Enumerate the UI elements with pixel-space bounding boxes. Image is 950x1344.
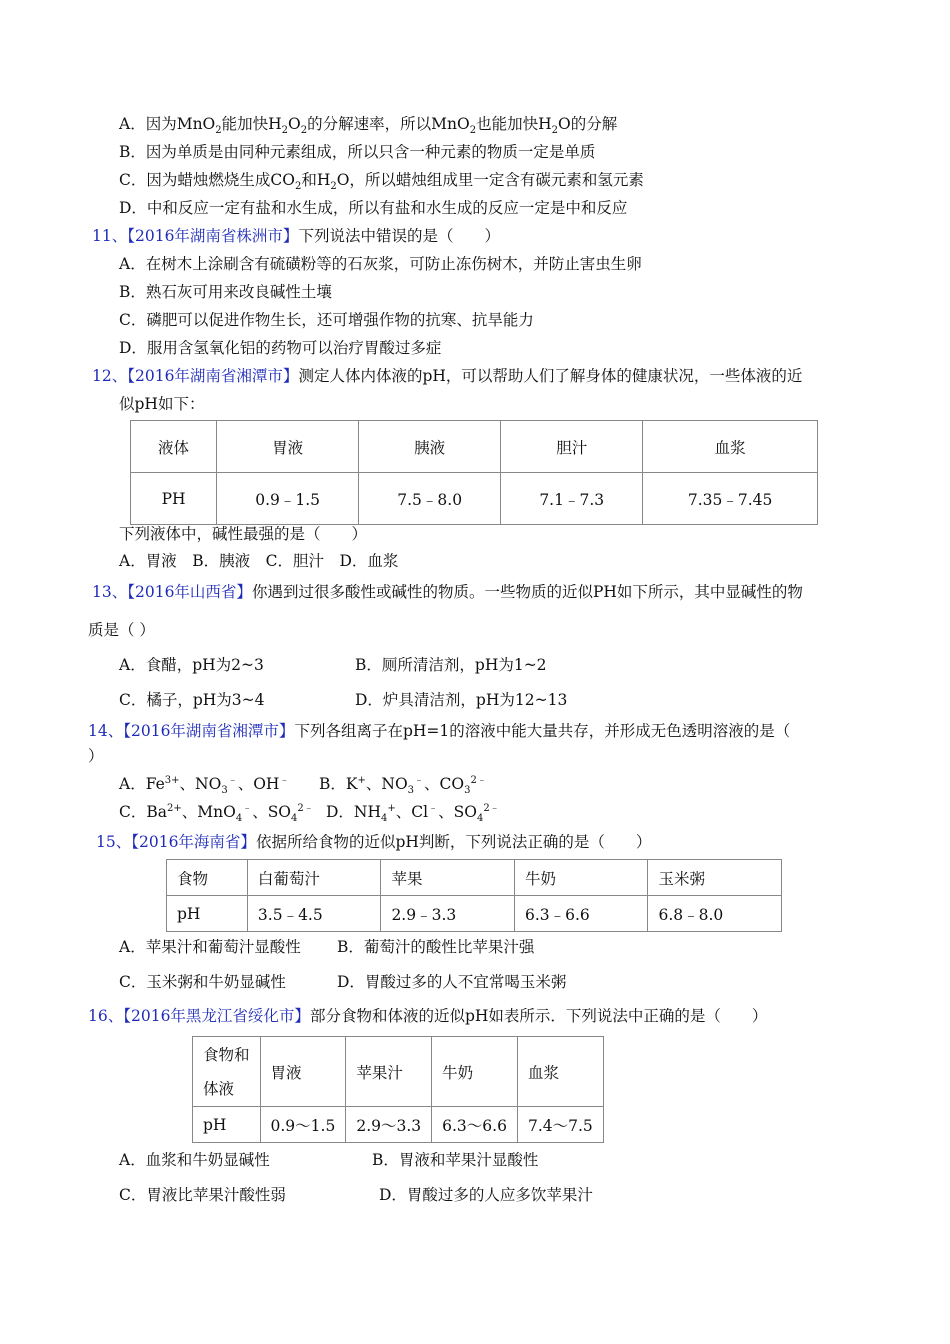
q13-option-a: A．食醋，pH为2~3 [119, 656, 264, 674]
q16-option-d: D．胃酸过多的人应多饮苹果汁 [379, 1186, 593, 1204]
table-row [131, 421, 818, 473]
q11-option-d: D．服用含氢氧化铝的药物可以治疗胃酸过多症 [119, 339, 442, 357]
q12-options: A．胃液 B．胰液 C．胆汁 D．血浆 [119, 552, 399, 570]
q14-option-d: D．$NH_4^+$、Cl﹣、$SO_4^{2﹣}$ [326, 802, 500, 825]
q12-stem: 12、【2016年湖南省湘潭市】测定人体内体液的pH，可以帮助人们了解身体的健康状况，一些体液的近 [92, 367, 803, 385]
table-cell: 苹果汁 [346, 1037, 432, 1107]
table-cell: 2.9﹣3.3 [381, 896, 515, 932]
q12-question: 下列液体中，碱性最强的是（ ） [119, 525, 368, 543]
table-row [167, 896, 782, 932]
q15-option-d: D．胃酸过多的人不宜常喝玉米粥 [337, 973, 567, 991]
table-cell: 胃液 [260, 1037, 346, 1107]
q11-option-b: B．熟石灰可用来改良碱性土壤 [119, 283, 332, 301]
table-cell: 牛奶 [432, 1037, 518, 1107]
table-cell: 胰液 [359, 421, 501, 473]
q15-option-a: A．苹果汁和葡萄汁显酸性 [119, 938, 301, 956]
q15-option-c: C．玉米粥和牛奶显碱性 [119, 973, 286, 991]
q11-option-c: C．磷肥可以促进作物生长，还可增强作物的抗寒、抗旱能力 [119, 311, 534, 329]
q14-stem-cont: ） [88, 747, 104, 765]
q15-ph-table [166, 859, 782, 932]
table-cell: 6.3～6.6 [432, 1107, 518, 1143]
q14-stem: 14、【2016年湖南省湘潭市】下列各组离子在pH=1的溶液中能大量共存，并形成无色透明溶液的是（ [88, 722, 791, 740]
table-cell: 7.5﹣8.0 [359, 473, 501, 525]
table-row [193, 1037, 604, 1107]
q13-stem: 13、【2016年山西省】你遇到过很多酸性或碱性的物质。一些物质的近似PH如下所示，其中显碱性的物 [92, 583, 803, 601]
q14-option-a: A．$Fe^{3+}$、$NO_3^﹣$、OH﹣ [119, 774, 290, 797]
q14-option-b: B．K+、$NO_3^﹣$、$CO_3^{2﹣}$ [319, 774, 487, 797]
q16-ph-table [192, 1036, 604, 1143]
table-cell: 6.3﹣6.6 [514, 896, 648, 932]
table-cell: 苹果 [381, 860, 515, 896]
table-cell: 0.9～1.5 [260, 1107, 346, 1143]
table-cell: 7.4～7.5 [517, 1107, 603, 1143]
table-cell: 2.9～3.3 [346, 1107, 432, 1143]
table-row [131, 473, 818, 525]
q13-option-b: B．厕所清洁剂，pH为1~2 [355, 656, 547, 674]
table-cell: 0.9﹣1.5 [217, 473, 359, 525]
q13-option-d: D．炉具清洁剂，pH为12~13 [355, 691, 568, 709]
q16-option-a: A．血浆和牛奶显碱性 [119, 1151, 270, 1169]
table-cell: 7.35﹣7.45 [643, 473, 818, 525]
table-cell: 血浆 [643, 421, 818, 473]
table-cell: 牛奶 [514, 860, 648, 896]
table-cell: 胆汁 [501, 421, 643, 473]
table-row [167, 860, 782, 896]
table-cell: 食物 [167, 860, 248, 896]
q14-option-c: C．$Ba^{2+}$、MnO$_4$﹣、$SO_4^{2﹣}$ [119, 802, 314, 825]
table-cell: 液体 [131, 421, 217, 473]
q10-option-a: A．因为MnO$_2$能加快$H_2O_2$的分解速率，所以MnO$_2$也能加快$H_2O$的分解 [119, 115, 618, 137]
table-cell: 3.5﹣4.5 [247, 896, 381, 932]
q16-stem: 16、【2016年黑龙江省绥化市】部分食物和体液的近似pH如表所示．下列说法中正确的是（ ） [88, 1007, 768, 1025]
q11-option-a: A．在树木上涂刷含有硫磺粉等的石灰浆，可防止冻伤树木，并防止害虫生卵 [119, 255, 642, 273]
q10-option-d: D．中和反应一定有盐和水生成，所以有盐和水生成的反应一定是中和反应 [119, 199, 628, 217]
table-cell: pH [193, 1107, 261, 1143]
q10-option-b: B．因为单质是由同种元素组成，所以只含一种元素的物质一定是单质 [119, 143, 596, 161]
table-cell: 7.1﹣7.3 [501, 473, 643, 525]
table-row [193, 1107, 604, 1143]
table-cell: 6.8﹣8.0 [648, 896, 782, 932]
q10-option-c: C．因为蜡烛燃烧生成$CO_2$和$H_2O$，所以蜡烛组成里一定含有碳元素和氢元素 [119, 171, 644, 193]
q13-option-c: C．橘子，pH为3~4 [119, 691, 265, 709]
q16-option-c: C．胃液比苹果汁酸性弱 [119, 1186, 286, 1204]
q15-stem: 15、【2016年海南省】依据所给食物的近似pH判断，下列说法正确的是（ ） [96, 833, 652, 851]
table-cell: PH [131, 473, 217, 525]
table-cell: pH [167, 896, 248, 932]
table-cell: 血浆 [517, 1037, 603, 1107]
q13-stem-cont: 质是（ ） [88, 621, 155, 639]
q15-option-b: B．葡萄汁的酸性比苹果汁强 [337, 938, 535, 956]
q16-option-b: B．胃液和苹果汁显酸性 [372, 1151, 539, 1169]
q12-stem-cont: 似pH如下： [119, 395, 205, 413]
q12-ph-table [130, 420, 818, 525]
table-cell: 食物和 体液 [193, 1037, 261, 1107]
table-cell: 白葡萄汁 [247, 860, 381, 896]
q11-stem: 11、【2016年湖南省株洲市】下列说法中错误的是（ ） [92, 227, 500, 245]
table-cell: 玉米粥 [648, 860, 782, 896]
table-cell: 胃液 [217, 421, 359, 473]
